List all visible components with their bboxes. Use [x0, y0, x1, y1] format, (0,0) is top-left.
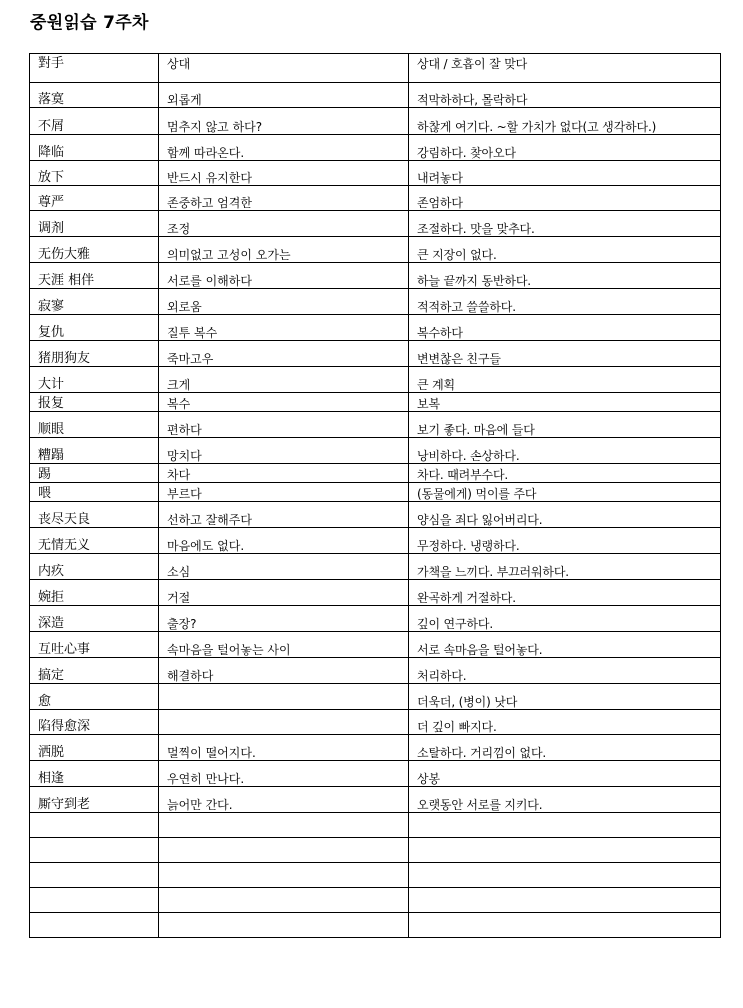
meaning-cell: 조절하다. 맛을 맞추다.: [409, 211, 721, 237]
table-row: [30, 211, 721, 237]
guess-cell: 멀찍이 떨어지다.: [159, 735, 409, 761]
table-row: [30, 412, 721, 438]
word-cell: [30, 813, 159, 838]
meaning-cell: 적적하고 쓸쓸하다.: [409, 289, 721, 315]
table-row: [30, 710, 721, 735]
meaning-cell: 양심을 죄다 잃어버리다.: [409, 502, 721, 528]
meaning-cell: 강림하다. 찾아오다: [409, 135, 721, 161]
table-row: [30, 464, 721, 483]
document-title: 중원읽습 7주차: [30, 13, 149, 33]
guess-cell: [159, 838, 409, 863]
meaning-cell: 하찮게 여기다. ~할 가치가 없다(고 생각하다.): [409, 108, 721, 135]
guess-cell: 의미없고 고성이 오가는: [159, 237, 409, 263]
guess-cell: 우연히 만나다.: [159, 761, 409, 787]
word-cell: [30, 838, 159, 863]
table-row: [30, 658, 721, 684]
guess-cell: [159, 684, 409, 710]
guess-cell: 외롭게: [159, 83, 409, 108]
meaning-cell: 서로 속마음을 털어놓다.: [409, 632, 721, 658]
word-cell: 大计: [30, 367, 159, 393]
table-row: [30, 913, 721, 938]
word-cell: 厮守到老: [30, 787, 159, 813]
guess-cell: 복수: [159, 393, 409, 412]
table-row: [30, 483, 721, 502]
table-row: [30, 838, 721, 863]
table-row: [30, 108, 721, 135]
word-cell: 洒脱: [30, 735, 159, 761]
header-word-cell: 對手: [30, 54, 159, 83]
table-row: [30, 528, 721, 554]
table-row: [30, 315, 721, 341]
word-cell: 互吐心事: [30, 632, 159, 658]
guess-cell: 차다: [159, 464, 409, 483]
word-cell: 愈: [30, 684, 159, 710]
meaning-cell: (동물에게) 먹이를 주다: [409, 483, 721, 502]
table-row: [30, 787, 721, 813]
table-row: [30, 438, 721, 464]
table-row: [30, 367, 721, 393]
meaning-cell: [409, 813, 721, 838]
guess-cell: 거절: [159, 580, 409, 606]
word-cell: 深造: [30, 606, 159, 632]
meaning-cell: [409, 838, 721, 863]
word-cell: 踢: [30, 464, 159, 483]
meaning-cell: 낭비하다. 손상하다.: [409, 438, 721, 464]
word-cell: [30, 888, 159, 913]
meaning-cell: [409, 863, 721, 888]
word-cell: 内疚: [30, 554, 159, 580]
guess-cell: 서로를 이해하다: [159, 263, 409, 289]
word-cell: 喂: [30, 483, 159, 502]
meaning-cell: 존엄하다: [409, 186, 721, 211]
table-row: [30, 289, 721, 315]
table-row: [30, 632, 721, 658]
meaning-cell: [409, 913, 721, 938]
table-row: [30, 684, 721, 710]
guess-cell: 죽마고우: [159, 341, 409, 367]
meaning-cell: 보기 좋다. 마음에 들다: [409, 412, 721, 438]
table-row: [30, 135, 721, 161]
word-cell: 无情无义: [30, 528, 159, 554]
guess-cell: 출장?: [159, 606, 409, 632]
word-cell: 搞定: [30, 658, 159, 684]
table-row: [30, 888, 721, 913]
guess-cell: [159, 710, 409, 735]
word-cell: 降临: [30, 135, 159, 161]
table-row: [30, 341, 721, 367]
guess-cell: 반드시 유지한다: [159, 161, 409, 186]
meaning-cell: 소탈하다. 거리낌이 없다.: [409, 735, 721, 761]
guess-cell: [159, 913, 409, 938]
guess-cell: 망치다: [159, 438, 409, 464]
meaning-cell: 차다. 때려부수다.: [409, 464, 721, 483]
header-guess-cell: 상대: [159, 54, 409, 83]
table-row: [30, 761, 721, 787]
word-cell: 报复: [30, 393, 159, 412]
meaning-cell: 큰 계획: [409, 367, 721, 393]
guess-cell: 편하다: [159, 412, 409, 438]
table-row: [30, 161, 721, 186]
guess-cell: [159, 863, 409, 888]
word-cell: [30, 863, 159, 888]
meaning-cell: 큰 지장이 없다.: [409, 237, 721, 263]
table-row: [30, 393, 721, 412]
word-cell: 复仇: [30, 315, 159, 341]
table-row: [30, 263, 721, 289]
meaning-cell: 상봉: [409, 761, 721, 787]
meaning-cell: 처리하다.: [409, 658, 721, 684]
meaning-cell: 무정하다. 냉랭하다.: [409, 528, 721, 554]
guess-cell: 외로움: [159, 289, 409, 315]
word-cell: 猪朋狗友: [30, 341, 159, 367]
guess-cell: 선하고 잘해주다: [159, 502, 409, 528]
table-row: [30, 83, 721, 108]
meaning-cell: 보복: [409, 393, 721, 412]
word-cell: 尊严: [30, 186, 159, 211]
word-cell: 天涯 相伴: [30, 263, 159, 289]
word-cell: 寂寥: [30, 289, 159, 315]
meaning-cell: 오랫동안 서로를 지키다.: [409, 787, 721, 813]
word-cell: 顺眼: [30, 412, 159, 438]
meaning-cell: 변변찮은 친구들: [409, 341, 721, 367]
guess-cell: 늙어만 간다.: [159, 787, 409, 813]
word-cell: 相逢: [30, 761, 159, 787]
guess-cell: 소심: [159, 554, 409, 580]
table-header-row: [30, 54, 721, 83]
meaning-cell: [409, 888, 721, 913]
word-cell: 落寞: [30, 83, 159, 108]
meaning-cell: 더 깊이 빠지다.: [409, 710, 721, 735]
table-row: [30, 863, 721, 888]
table-row: [30, 735, 721, 761]
word-cell: [30, 913, 159, 938]
guess-cell: 존중하고 엄격한: [159, 186, 409, 211]
guess-cell: 해결하다: [159, 658, 409, 684]
table-row: [30, 606, 721, 632]
guess-cell: 속마음을 털어놓는 사이: [159, 632, 409, 658]
guess-cell: [159, 813, 409, 838]
word-cell: 糟蹋: [30, 438, 159, 464]
guess-cell: 함께 따라온다.: [159, 135, 409, 161]
table-row: [30, 186, 721, 211]
meaning-cell: 하늘 끝까지 동반하다.: [409, 263, 721, 289]
word-cell: 放下: [30, 161, 159, 186]
meaning-cell: 깊이 연구하다.: [409, 606, 721, 632]
guess-cell: [159, 888, 409, 913]
guess-cell: 마음에도 없다.: [159, 528, 409, 554]
meaning-cell: 완곡하게 거절하다.: [409, 580, 721, 606]
word-cell: 无伤大雅: [30, 237, 159, 263]
word-cell: 丧尽天良: [30, 502, 159, 528]
table-row: [30, 580, 721, 606]
word-cell: 不屑: [30, 108, 159, 135]
table-row: [30, 813, 721, 838]
guess-cell: 조정: [159, 211, 409, 237]
meaning-cell: 적막하하다, 몰락하다: [409, 83, 721, 108]
meaning-cell: 내려놓다: [409, 161, 721, 186]
guess-cell: 크게: [159, 367, 409, 393]
table-row: [30, 502, 721, 528]
word-cell: 婉拒: [30, 580, 159, 606]
guess-cell: 질투 복수: [159, 315, 409, 341]
meaning-cell: 복수하다: [409, 315, 721, 341]
table-row: [30, 237, 721, 263]
header-meaning-cell: 상대 / 호흡이 잘 맞다: [409, 54, 721, 83]
word-cell: 陷得愈深: [30, 710, 159, 735]
guess-cell: 멈추지 않고 하다?: [159, 108, 409, 135]
table-row: [30, 554, 721, 580]
meaning-cell: 가책을 느끼다. 부끄러워하다.: [409, 554, 721, 580]
guess-cell: 부르다: [159, 483, 409, 502]
vocabulary-table: [29, 53, 721, 938]
word-cell: 调剂: [30, 211, 159, 237]
meaning-cell: 더욱더, (병이) 낫다: [409, 684, 721, 710]
